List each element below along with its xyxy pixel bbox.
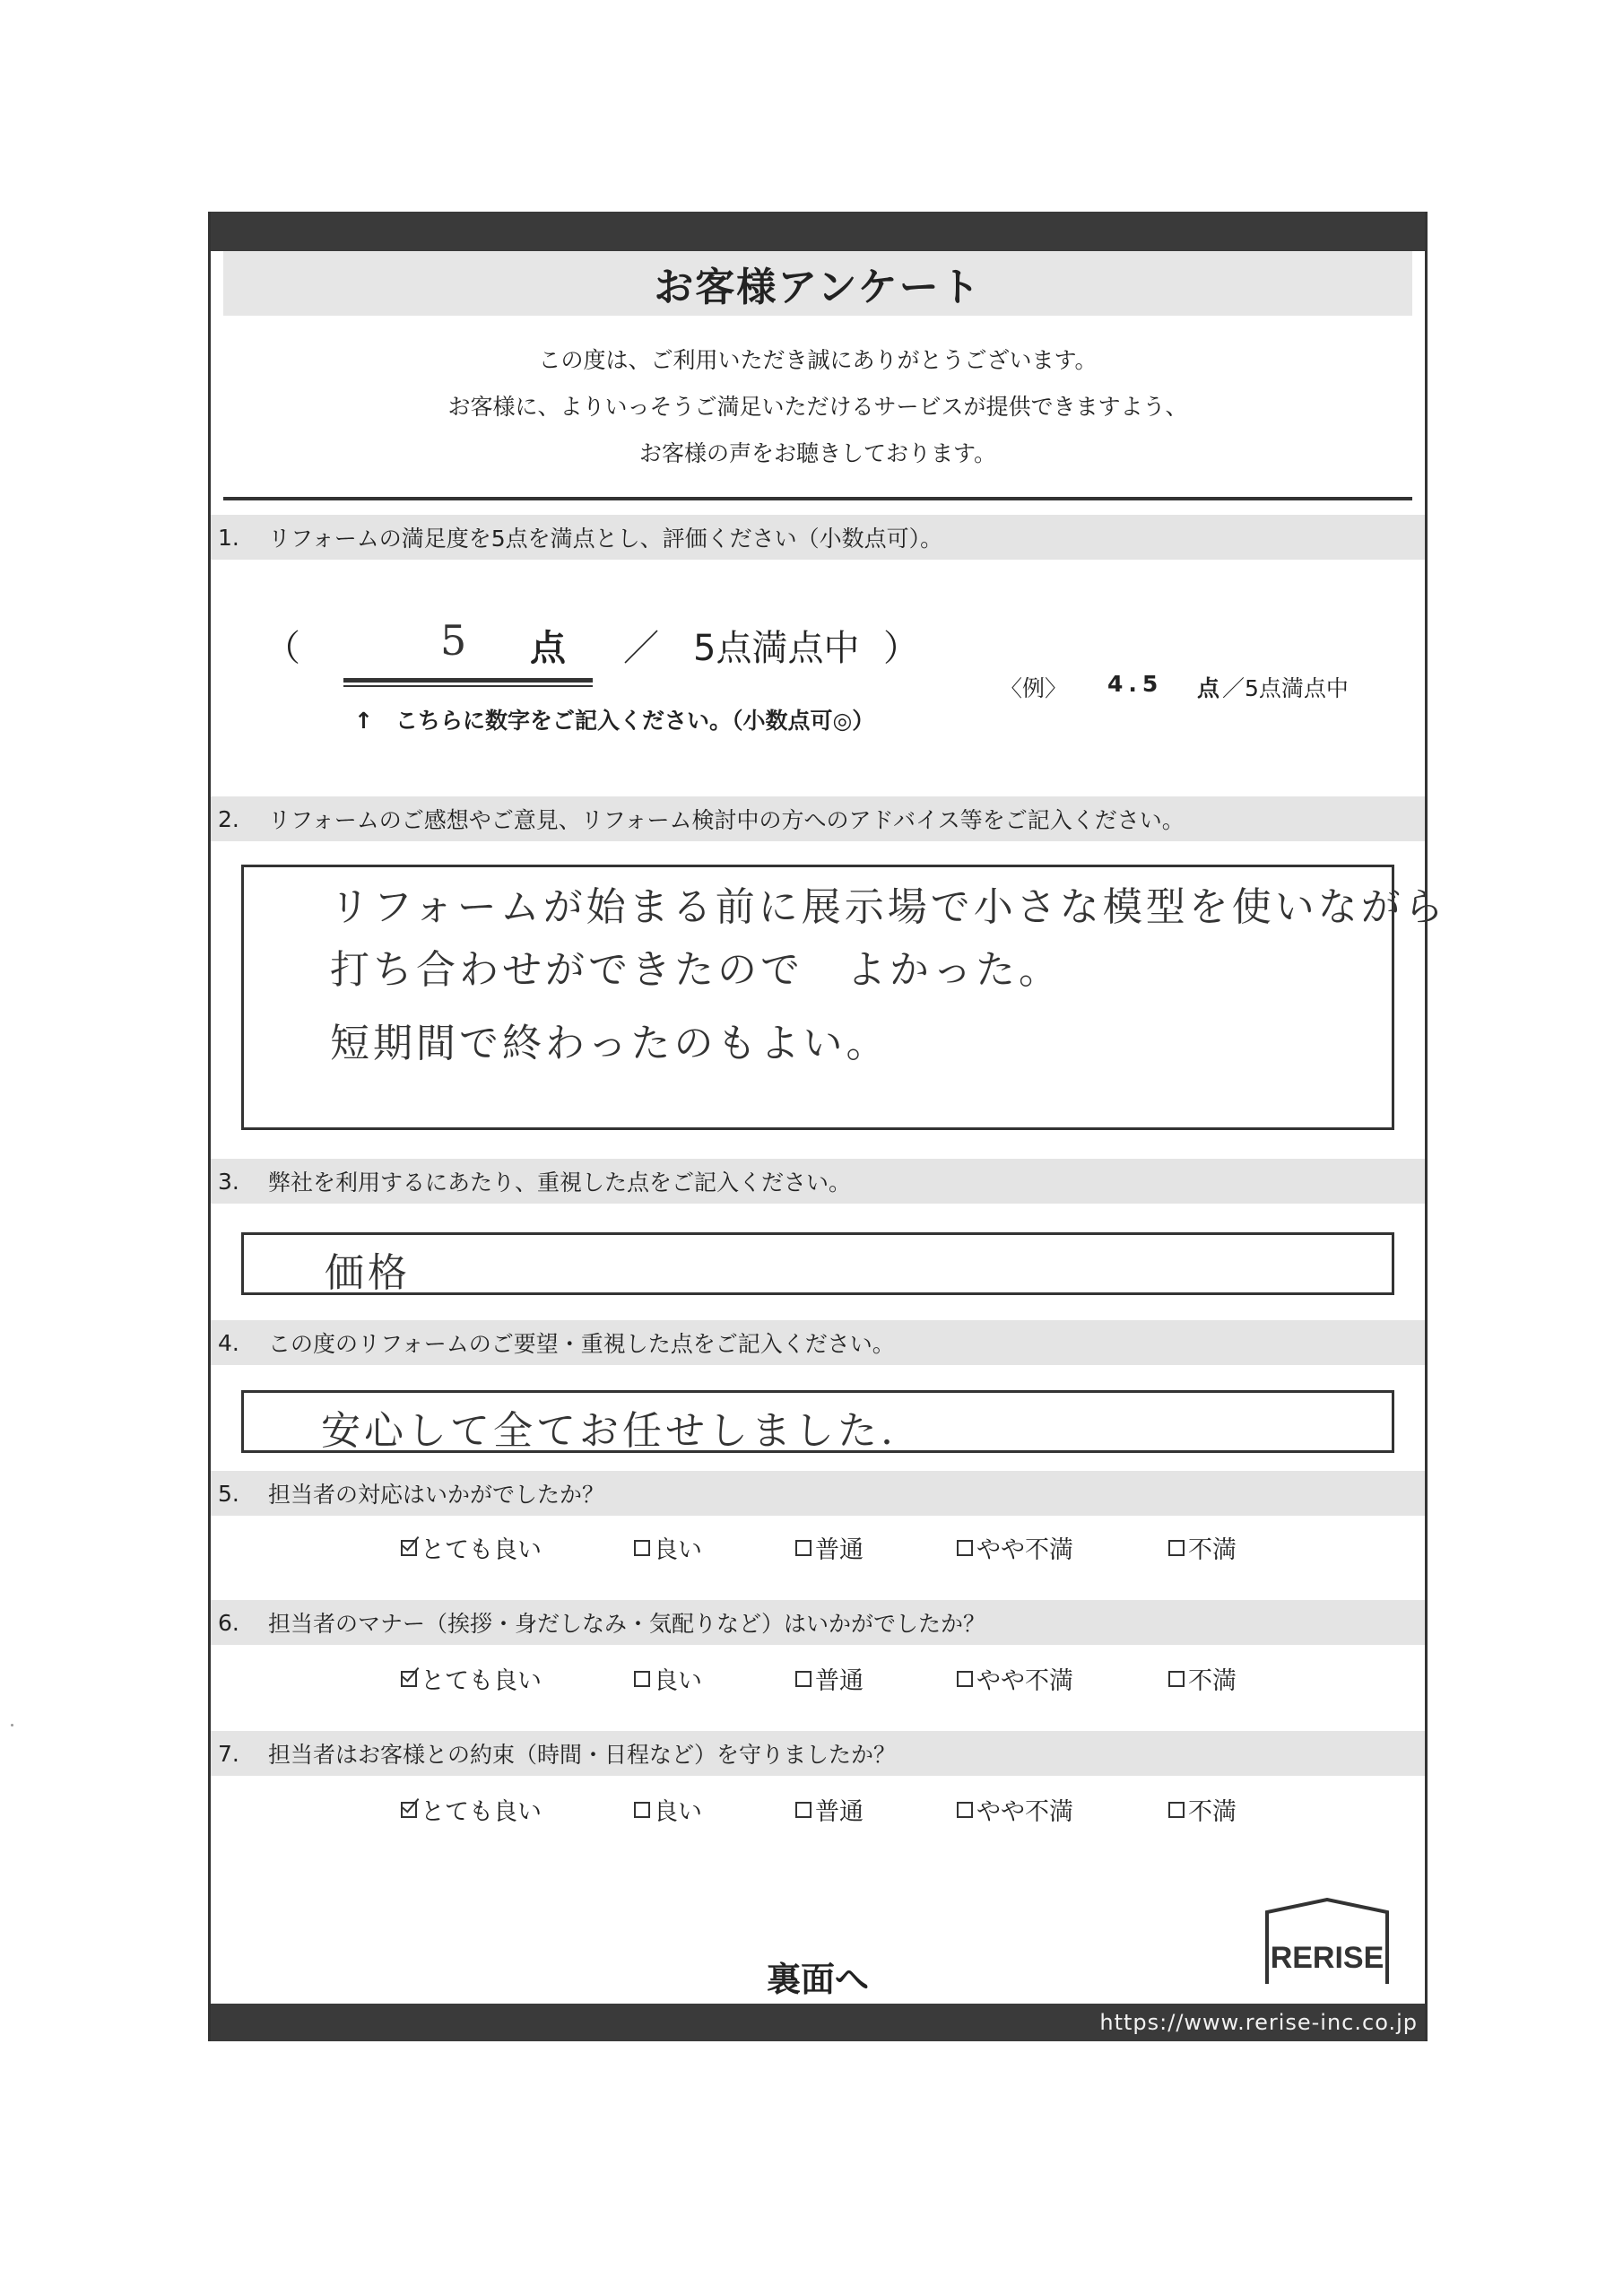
question-5-header — [211, 1471, 1425, 1516]
option-average[interactable] — [795, 1661, 864, 1696]
option-average[interactable] — [795, 1792, 864, 1827]
option-dissatisfied[interactable] — [1168, 1792, 1237, 1827]
checkbox-checked[interactable] — [401, 1802, 417, 1818]
question-number: 2. — [218, 805, 239, 832]
checkbox[interactable] — [1168, 1802, 1185, 1818]
checkbox[interactable] — [957, 1671, 973, 1687]
scan-speck — [11, 1724, 13, 1726]
option-label: とても良い — [421, 1536, 542, 1564]
option-very-good[interactable] — [401, 1530, 542, 1565]
example-rest: ／5点満点中 — [1222, 675, 1349, 701]
option-label: やや不満 — [976, 1798, 1073, 1826]
question-text: この度のリフォームのご要望・重視した点をご記入ください。 — [268, 1331, 895, 1357]
option-label: やや不満 — [976, 1667, 1073, 1695]
checkbox[interactable] — [634, 1540, 650, 1556]
handwritten-line: 短期間で終わったのもよい。 — [330, 1021, 890, 1066]
option-somewhat-dissatisfied[interactable] — [957, 1661, 1073, 1696]
option-average[interactable] — [795, 1530, 864, 1565]
question-number: 3. — [218, 1168, 239, 1195]
checkbox[interactable] — [1168, 1671, 1185, 1687]
rating-options-7 — [211, 1792, 1425, 1833]
handwritten-line: リフォームが始まる前に展示場で小さな模型を使いながら — [330, 884, 1447, 930]
checkbox[interactable] — [795, 1540, 812, 1556]
title-bar — [223, 251, 1412, 316]
house-logo-icon — [1260, 1898, 1394, 1987]
score-unit: 点 — [530, 628, 566, 669]
intro-text — [211, 337, 1425, 477]
question-text: 担当者のマナー（挨拶・身だしなみ・気配りなど）はいかがでしたか？ — [268, 1611, 986, 1637]
question-number: 4. — [218, 1329, 239, 1356]
option-good[interactable] — [634, 1792, 702, 1827]
score-row — [265, 616, 1161, 674]
intro-line: お客様に、よりいっそうご満足いただけるサービスが提供できますよう、 — [447, 394, 1188, 420]
question-1-header — [211, 515, 1425, 560]
example-label: 〈例〉 — [1000, 675, 1068, 701]
checkbox[interactable] — [634, 1802, 650, 1818]
question-text: 弊社を利用するにあたり、重視した点をご記入ください。 — [268, 1170, 852, 1196]
question-3-header — [211, 1159, 1425, 1204]
option-somewhat-dissatisfied[interactable] — [957, 1792, 1073, 1827]
rating-options-5 — [211, 1530, 1425, 1571]
footer-bar — [211, 2004, 1425, 2041]
option-label: 普通 — [815, 1667, 864, 1695]
question-number: 5. — [218, 1480, 239, 1507]
question-text: リフォームのご感想やご意見、リフォーム検討中の方へのアドバイス等をご記入ください。 — [268, 807, 1185, 833]
option-somewhat-dissatisfied[interactable] — [957, 1530, 1073, 1565]
intro-line: お客様の声をお聴きしております。 — [638, 440, 996, 466]
option-label: やや不満 — [976, 1536, 1073, 1564]
handwritten-answer: 価格 — [325, 1250, 411, 1296]
survey-sheet — [208, 212, 1447, 2041]
handwritten-line: 打ち合わせができたので よかった。 — [330, 947, 1062, 993]
option-very-good[interactable] — [401, 1792, 542, 1827]
open-paren: （ — [265, 628, 300, 669]
question-4-header — [211, 1320, 1425, 1365]
option-label: 不満 — [1188, 1798, 1237, 1826]
question-text: 担当者はお客様との約束（時間・日程など）を守りましたか？ — [268, 1742, 897, 1768]
checkbox-checked[interactable] — [401, 1540, 417, 1556]
answer-box-4[interactable] — [241, 1390, 1394, 1453]
question-7-header — [211, 1731, 1425, 1776]
question-number: 7. — [218, 1740, 239, 1767]
checkbox[interactable] — [795, 1802, 812, 1818]
option-label: 不満 — [1188, 1536, 1237, 1564]
rerise-logo — [1260, 1898, 1394, 1987]
close-paren: ） — [883, 628, 919, 669]
checkbox[interactable] — [795, 1671, 812, 1687]
checkbox[interactable] — [634, 1671, 650, 1687]
option-label: 良い — [654, 1798, 702, 1826]
handwritten-answer: 安心して全てお任せしました. — [321, 1408, 897, 1454]
option-good[interactable] — [634, 1661, 702, 1696]
question-text: 担当者の対応はいかがでしたか？ — [268, 1482, 605, 1508]
option-label: 良い — [654, 1667, 702, 1695]
option-dissatisfied[interactable] — [1168, 1530, 1237, 1565]
option-dissatisfied[interactable] — [1168, 1661, 1237, 1696]
option-very-good[interactable] — [401, 1661, 542, 1696]
question-6-header — [211, 1600, 1425, 1645]
logo-text: RERISE — [1270, 1941, 1384, 1975]
question-number: 1. — [218, 524, 239, 551]
score-max: 5点満点中 — [693, 628, 860, 669]
checkbox[interactable] — [957, 1540, 973, 1556]
website-url[interactable]: https://www.rerise-inc.co.jp — [1099, 2010, 1418, 2035]
option-label: 普通 — [815, 1798, 864, 1826]
divider — [223, 497, 1412, 500]
checkbox-checked[interactable] — [401, 1671, 417, 1687]
score-value[interactable]: 5 — [440, 616, 467, 665]
score-underline — [343, 685, 593, 687]
option-label: とても良い — [421, 1798, 542, 1826]
intro-line: この度は、ご利用いただき誠にありがとうございます。 — [538, 347, 1098, 373]
checkbox[interactable] — [957, 1802, 973, 1818]
option-label: 普通 — [815, 1536, 864, 1564]
option-label: 不満 — [1188, 1667, 1237, 1695]
option-label: とても良い — [421, 1667, 542, 1695]
option-label: 良い — [654, 1536, 702, 1564]
answer-box-3[interactable] — [241, 1232, 1394, 1295]
score-underline — [343, 678, 593, 683]
question-text: リフォームの満足度を5点を満点とし、評価ください（小数点可）。 — [268, 526, 943, 552]
question-number: 6. — [218, 1609, 239, 1636]
top-bar — [211, 212, 1425, 251]
next-page-label: 裏面へ — [766, 1960, 869, 1999]
answer-box-2[interactable] — [241, 865, 1447, 1130]
score-hint: ↑ こちらに数字をご記入ください。（小数点可◎） — [354, 708, 875, 734]
option-good[interactable] — [634, 1530, 702, 1565]
example-unit: 点 — [1197, 675, 1220, 701]
example-value: 4.5 — [1107, 671, 1164, 697]
slash: ／ — [623, 628, 659, 669]
rating-options-6 — [211, 1661, 1425, 1702]
page-title: お客様アンケート — [654, 265, 982, 310]
question-2-header — [211, 796, 1425, 841]
checkbox[interactable] — [1168, 1540, 1185, 1556]
